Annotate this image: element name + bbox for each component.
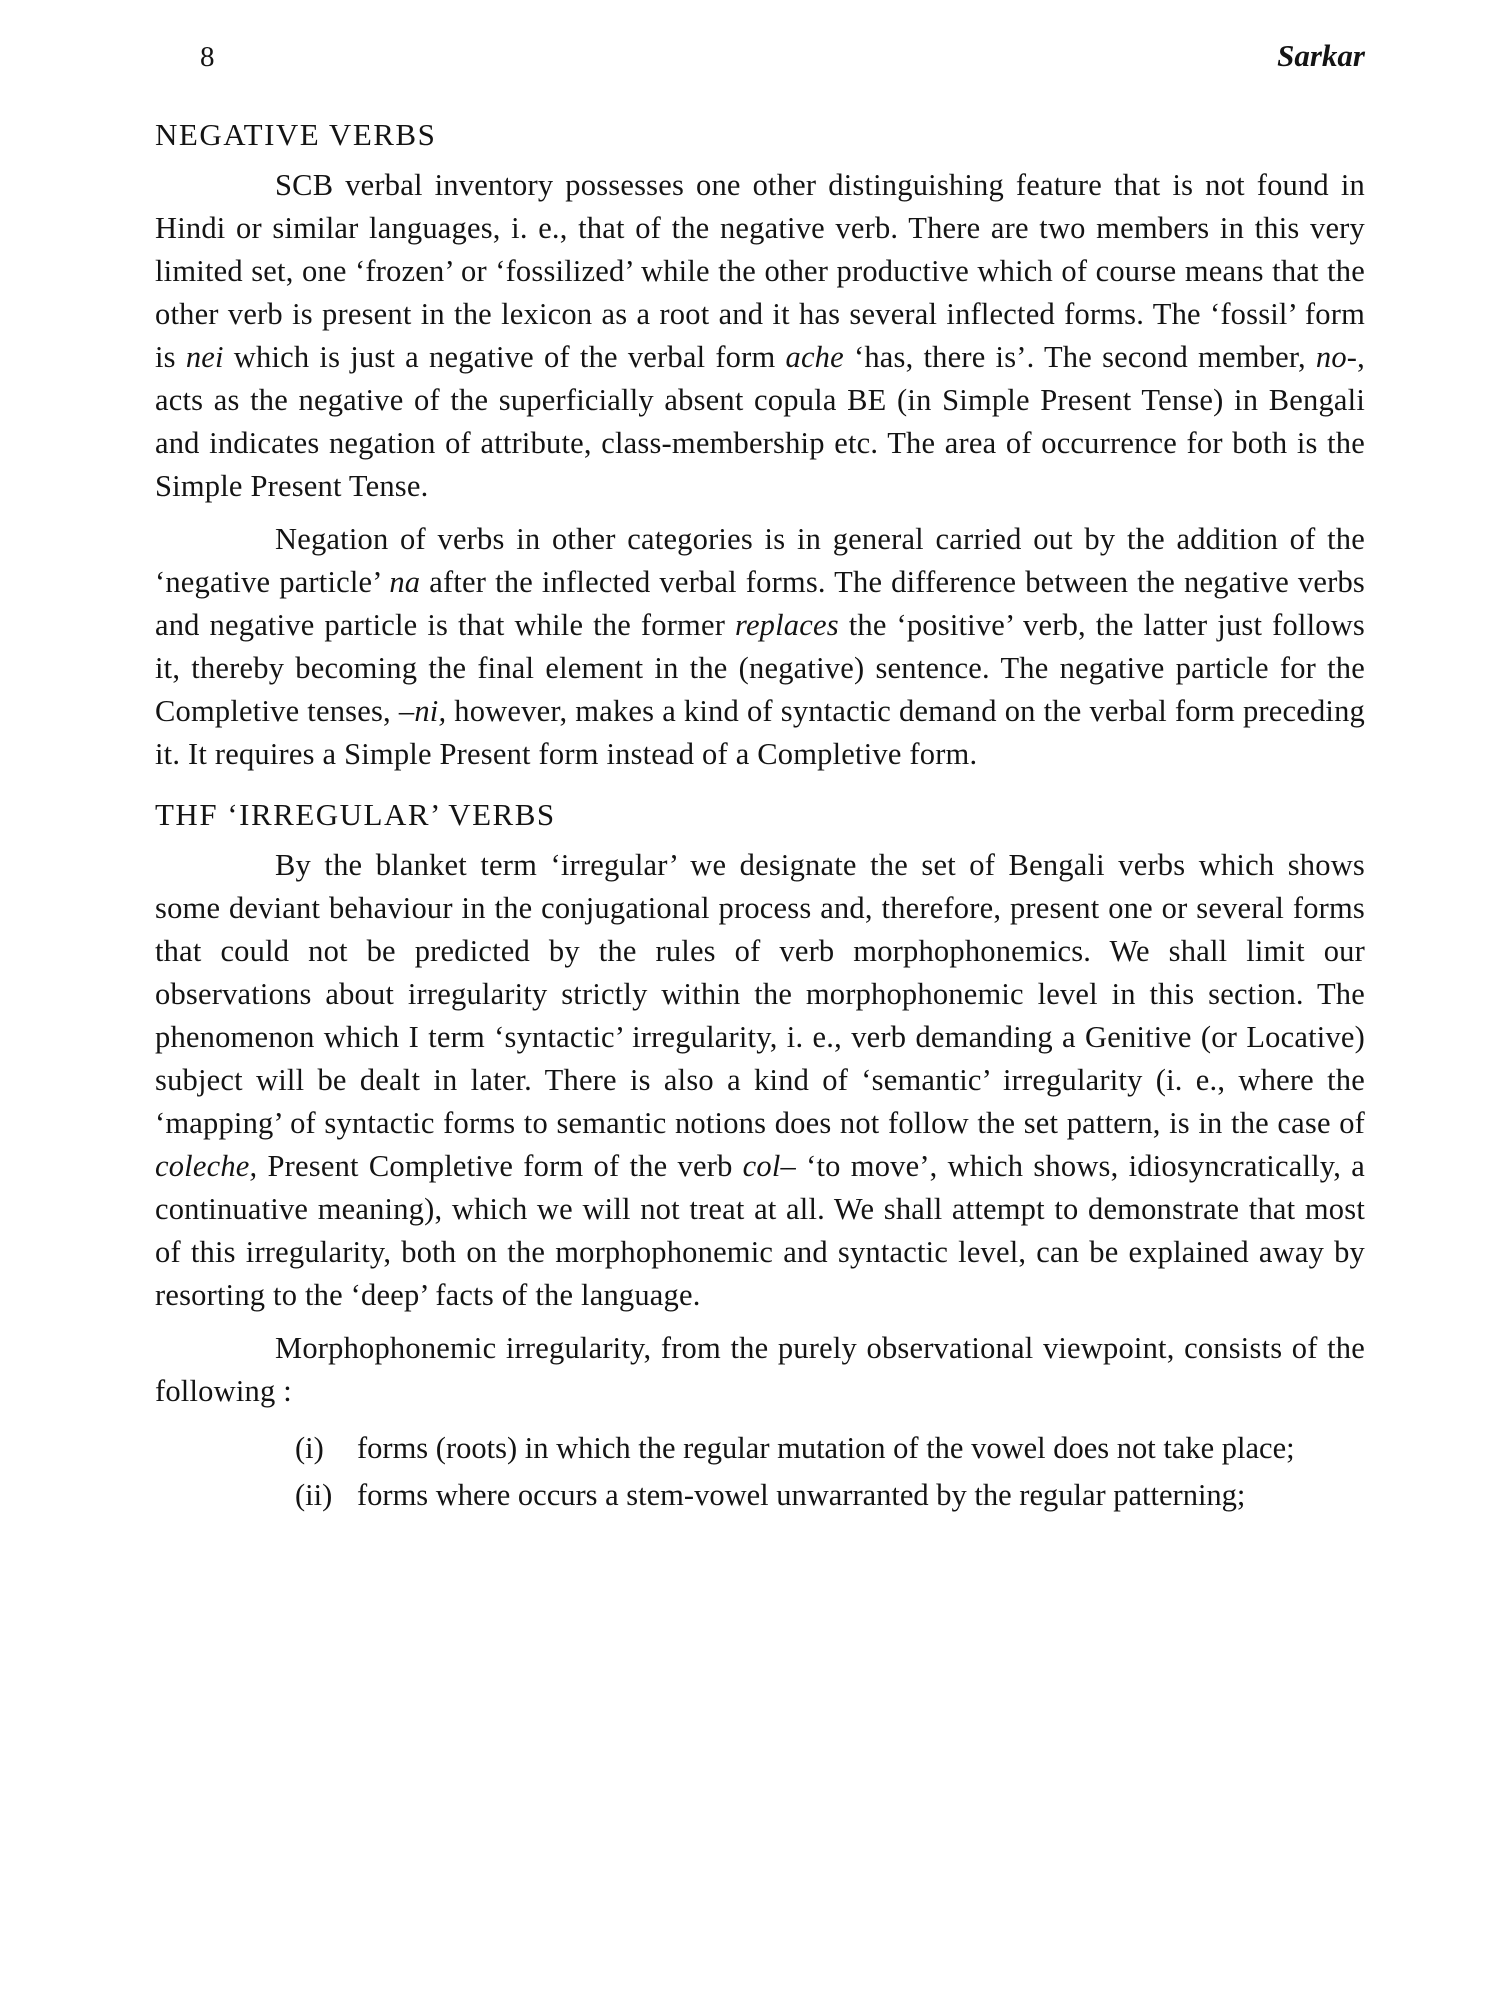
paragraph-negative-verbs-2 [155,518,1365,776]
text-run: Negation of verbs in other categories is in general carried out by the addition of the ‘negative particle’ [155,522,1365,599]
text-run: SCB verbal inventory possesses one other distinguishing feature that is not found in Hindi or similar languages, i. e., that of the negative verb. There are two members in this very limited set, one ‘frozen’ or ‘fossilized’ while the other productive which of course means that the other verb is present in the lexicon as a root and it has several inflected forms. The ‘fossil’ form is [155,168,1365,374]
term-replaces: replaces [735,608,839,642]
paragraph-irregular-verbs-2: Morphophonemic irregularity, from the purely observational viewpoint, consists of the following : [155,1331,1365,1408]
page-number: 8 [200,41,215,73]
list-item-text: forms where occurs a stem-vowel unwarranted by the regular patterning; [357,1478,1246,1512]
text-run: ‘has, there is’. The second member, [843,340,1316,374]
list-item [155,1427,1365,1470]
text-run: which is just a negative of the verbal form [223,340,786,374]
term-col: col– [742,1149,796,1183]
list-item-text: forms (roots) in which the regular mutation of the vowel does not take place; [357,1431,1295,1465]
section-heading-irregular-verbs: THF ‘IRREGULAR’ VERBS [155,797,556,832]
term-na: na [389,565,421,599]
running-head [155,38,1365,90]
irregularity-list [155,1427,1365,1517]
paragraph-irregular-verbs-1 [155,844,1365,1317]
text-run: after the inflected verbal forms. The difference between the negative verbs and negative particle is that while the former [155,565,1365,642]
term-no: no- [1315,340,1358,374]
running-head-author: Sarkar [1277,38,1365,73]
paragraph-negative-verbs-1 [155,164,1365,508]
list-item [155,1474,1365,1517]
term-ni: –ni, [398,694,447,728]
section-heading-negative-verbs: NEGATIVE VERBS [155,117,437,152]
text-run: , acts as the negative of the superficially absent copula BE (in Simple Present Tense) in Bengali and indicates negation of attribute, class-membership etc. The area of occurrence for both is the Simple Present Tense. [155,340,1365,503]
text-run: Present Completive form of the verb [257,1149,743,1183]
text-run: however, makes a kind of syntactic demand on the verbal form preceding it. It requires a Simple Present form instead of a Completive form. [155,694,1365,771]
term-ache: ache [785,340,844,374]
list-marker: (ii) [295,1478,333,1512]
list-marker: (i) [295,1431,324,1465]
text-run: By the blanket term ‘irregular’ we designate the set of Bengali verbs which shows some deviant behaviour in the conjugational process and, therefore, present one or several forms that could not be predicted by the rules of verb morphophonemics. We shall limit our observations about irregularity strictly within the morphophonemic level in this section. The phenomenon which I term ‘syntactic’ irregularity, i. e., verb demanding a Genitive (or Locative) subject will be dealt in later. There is also a kind of ‘semantic’ irregularity (i. e., where the ‘mapping’ of syntactic forms to semantic notions does not follow the set pattern, is in the case of [155,848,1365,1140]
term-nei: nei [185,340,224,374]
text-run: ‘to move’, which shows, idiosyncratically, a continuative meaning), which we will not treat at all. We shall attempt to demonstrate that most of this irregularity, both on the morphophonemic and syntactic level, can be explained away by resorting to the ‘deep’ facts of the language. [155,1149,1365,1312]
text-run: the ‘positive’ verb, the latter just follows it, thereby becoming the final element in the (negative) sentence. The negative particle for the Completive tenses, [155,608,1365,728]
term-coleche: coleche, [155,1149,258,1183]
